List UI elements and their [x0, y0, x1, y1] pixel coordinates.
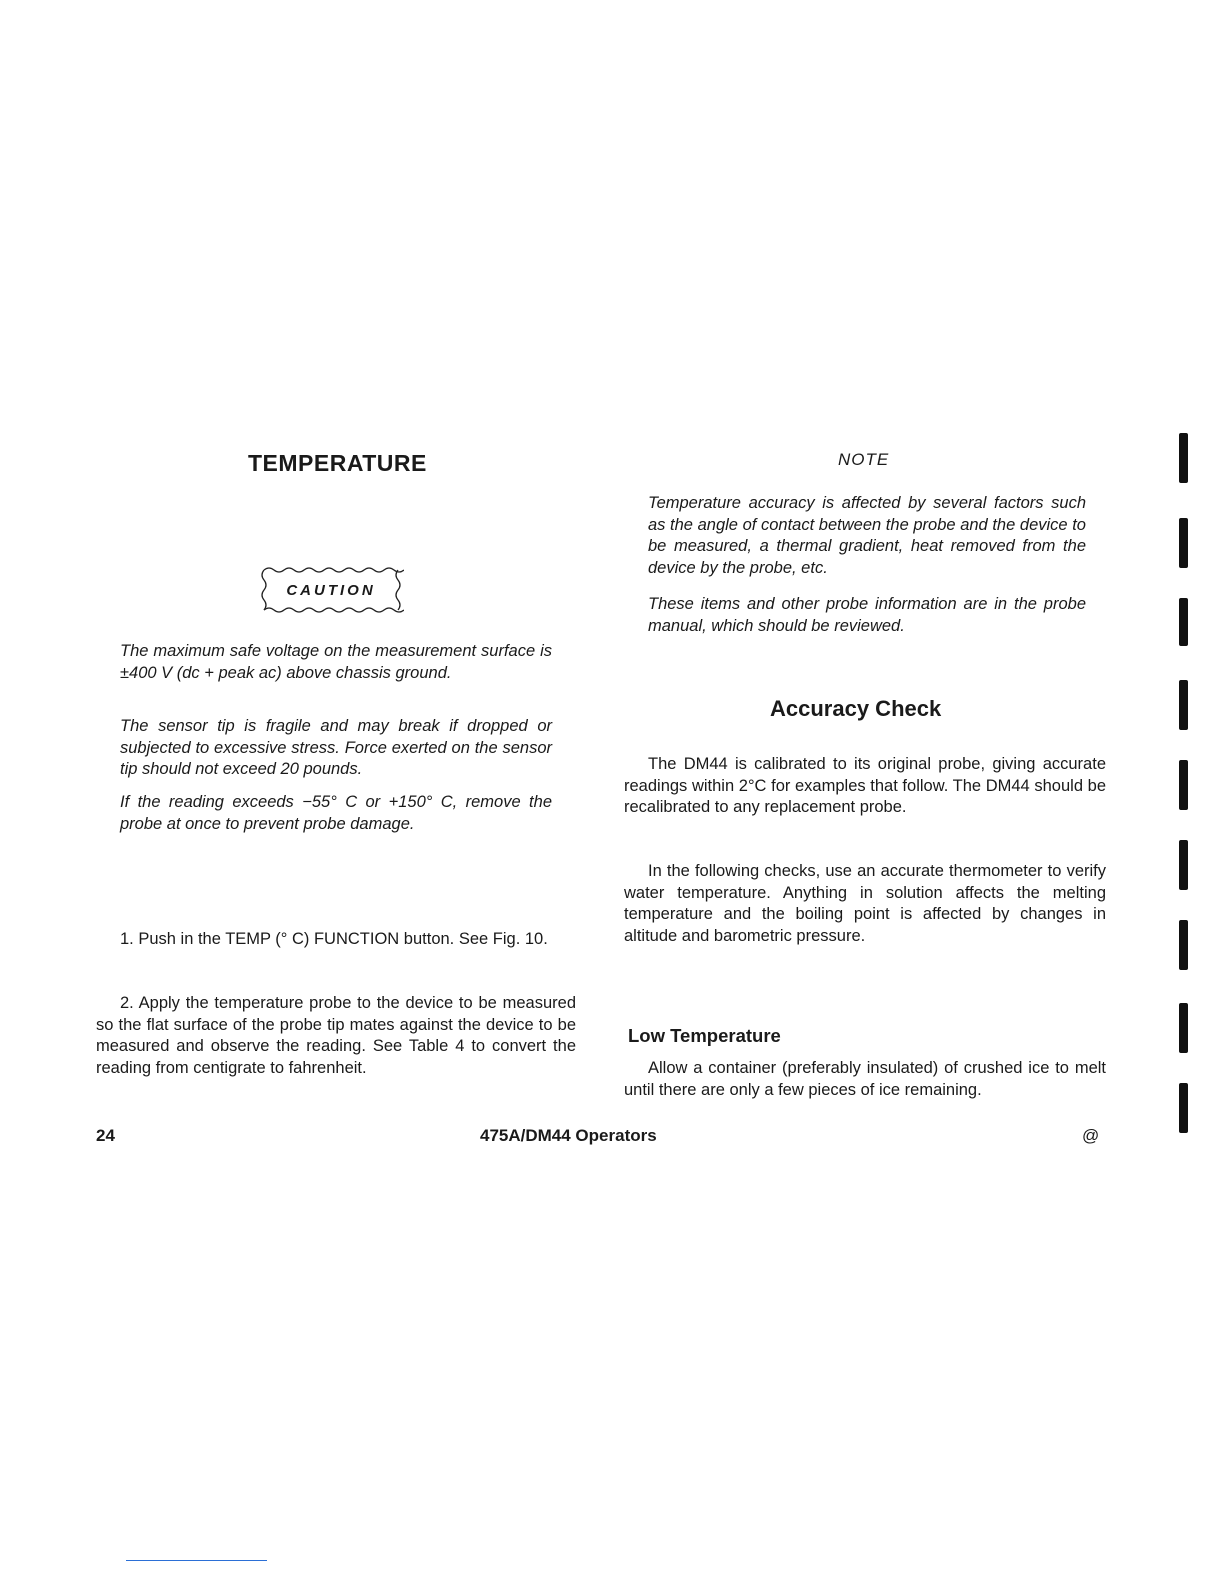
- binder-tab-mark: [1179, 1003, 1188, 1053]
- section-heading-accuracy-check: Accuracy Check: [770, 696, 942, 721]
- bottom-rule: [126, 1560, 267, 1561]
- step-2: 2. Apply the temperature probe to the device to be measured so the flat surface of the probe tip mates against the device to be measured and observe the reading. See Table 4 to convert the reading from centigrate to fahrenheit.: [96, 994, 576, 1077]
- caution-label: CAUTION: [286, 582, 376, 599]
- section-heading-low-temperature: Low Temperature: [628, 1025, 781, 1046]
- caution-box: [258, 564, 404, 616]
- binder-tab-mark: [1179, 840, 1188, 890]
- accuracy-paragraph-thermometer: In the following checks, use an accurate thermometer to verify water temperature. Anything in solution affects the melting temperature and the boiling point is affected by changes in altitude and barometric pressure.: [624, 862, 1106, 945]
- binder-tab-mark: [1179, 433, 1188, 483]
- page-number: 24: [96, 1126, 115, 1145]
- binder-tab-mark: [1179, 760, 1188, 810]
- low-temperature-paragraph: Allow a container (preferably insulated) of crushed ice to melt until there are only a few pieces of ice remaining.: [624, 1059, 1106, 1099]
- accuracy-paragraph-calibration: The DM44 is calibrated to its original probe, giving accurate readings within 2°C for examples that follow. The DM44 should be recalibrated to any replacement probe.: [624, 755, 1106, 816]
- binder-tab-mark: [1179, 920, 1188, 970]
- caution-paragraph-reading-limit: If the reading exceeds −55° C or +150° C, remove the probe at once to prevent probe damage.: [120, 793, 552, 833]
- note-paragraph-probe-manual: These items and other probe information are in the probe manual, which should be reviewed.: [648, 595, 1086, 635]
- caution-paragraph-sensor-tip: The sensor tip is fragile and may break if dropped or subjected to excessive stress. Force exerted on the sensor tip should not exceed 20 pounds.: [120, 717, 552, 778]
- step-1: 1. Push in the TEMP (° C) FUNCTION button. See Fig. 10.: [120, 930, 548, 948]
- note-paragraph-accuracy-factors: Temperature accuracy is affected by several factors such as the angle of contact between the probe and the device to be measured, a thermal gradient, heat removed from the device by the probe, etc.: [648, 494, 1086, 577]
- publisher-mark: @: [1082, 1126, 1100, 1145]
- binder-tab-mark: [1179, 518, 1188, 568]
- manual-title: 475A/DM44 Operators: [480, 1126, 657, 1145]
- binder-tab-mark: [1179, 680, 1188, 730]
- section-heading-temperature: TEMPERATURE: [248, 450, 427, 476]
- binder-tab-mark: [1179, 1083, 1188, 1133]
- caution-paragraph-voltage: The maximum safe voltage on the measurement surface is ±400 V (dc + peak ac) above chassis ground.: [120, 642, 552, 682]
- note-title: NOTE: [838, 450, 890, 469]
- binder-tab-mark: [1179, 598, 1188, 646]
